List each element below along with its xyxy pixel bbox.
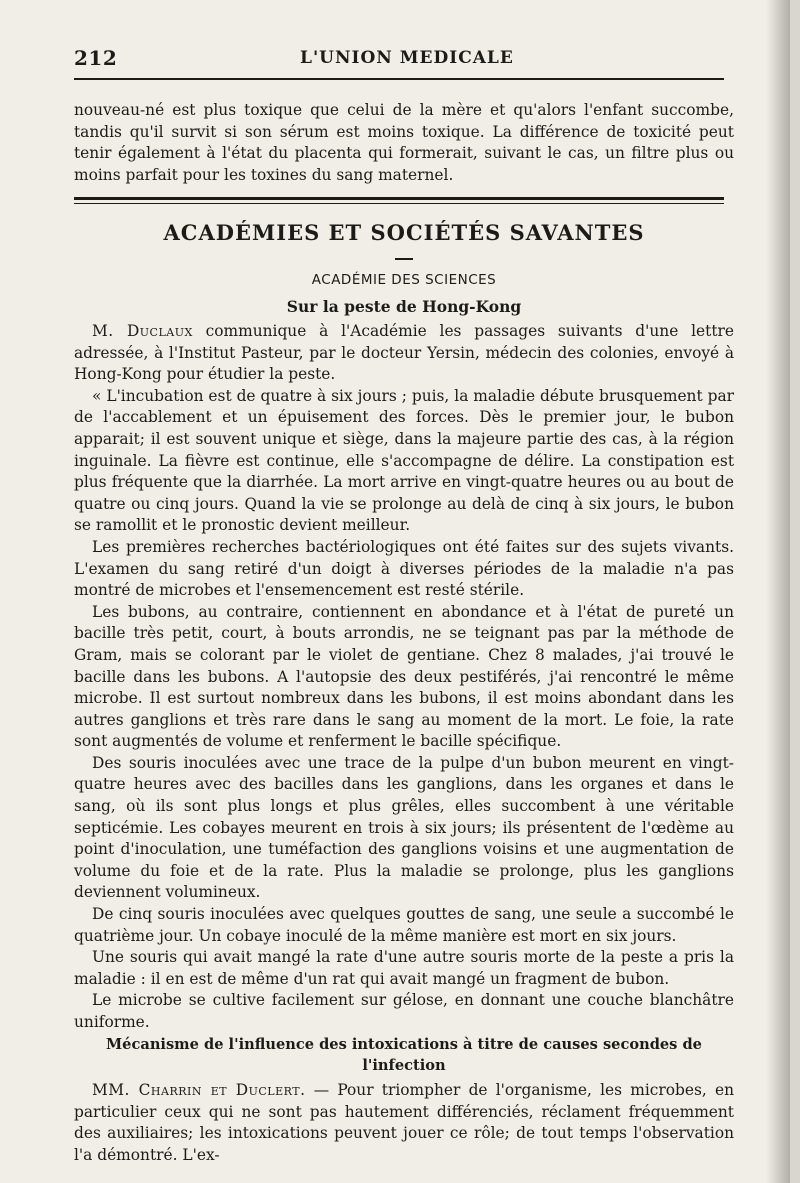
- authors-names: MM. Charrin et Duclert.: [92, 1081, 306, 1099]
- section-title: ACADÉMIES ET SOCIÉTÉS SAVANTES: [163, 220, 645, 245]
- page-edge-shadow: [766, 0, 790, 1183]
- header-rule: [74, 78, 724, 80]
- section-rule-thick: [74, 197, 724, 200]
- article-2-paragraph-1: [74, 1080, 734, 1166]
- article-1-paragraph-7: Une souris qui avait mangé la rate d'une autre souris morte de la peste a pris la maladie : il en est de même d'un rat qui avait mangé un fragment de bubon.: [74, 948, 734, 988]
- running-title: L'UNION MEDICALE: [300, 48, 514, 68]
- paragraph-text: — Pour triompher de l'organisme, les microbes, en particulier ceux qui ne sont pas hautement différenciés, réclament fréquemment des auxiliaires; les intoxications peuvent jouer ce rôle; de tout temps l'observation l'a démontré. L'ex-: [74, 1081, 734, 1164]
- intro-paragraph: [74, 100, 734, 186]
- section-subtitle: ACADÉMIE DES SCIENCES: [311, 272, 497, 288]
- section-rule-thin: [74, 203, 724, 204]
- article-1-paragraph-5: Des souris inoculées avec une trace de la pulpe d'un bubon meurent en vingt-quatre heures avec des bacilles dans les ganglions, dans les organes et dans le sang, où ils sont plus longs et plus grêles, elles succombent à une véritable septicémie. Les cobayes meurent en trois à six jours; ils présentent de l'œdème au point d'inoculation, une tuméfaction des ganglions voisins et une augmentation de volume du foie et de la rate. Plus la maladie se prolonge, plus les ganglions deviennent volumineux.: [74, 753, 734, 902]
- article-1-paragraph-4: Les bubons, au contraire, contiennent en abondance et à l'état de pureté un bacille très petit, court, à bouts arrondis, ne se teignant pas par la méthode de Gram, mais se colorant par le violet de gentiane. Chez 8 malades, j'ai trouvé le bacille dans les bubons. A l'autopsie des deux pestiférés, j'ai rencontré le même microbe. Il est surtout nombreux dans les bubons, il est moins abondant dans les autres ganglions et très rare dans le sang au moment de la mort. Le foie, la rate sont augmentés de volume et renferment le bacille spécifique.: [74, 602, 734, 751]
- article-2-title: Mécanisme de l'influence des intoxications à titre de causes secondes de l'infection: [106, 1036, 702, 1074]
- article-1-paragraph-8: Le microbe se cultive facilement sur gélose, en donnant une couche blanchâtre uniforme.: [74, 991, 734, 1031]
- author-name: M. Duclaux: [92, 322, 193, 340]
- article-2-body: [74, 1080, 734, 1166]
- page-number: 212: [74, 46, 118, 70]
- title-dash: [395, 258, 413, 260]
- article-title: Sur la peste de Hong-Kong: [286, 297, 522, 316]
- article-1-body: [74, 321, 734, 1034]
- paragraph-text: communique à l'Académie les passages suivants d'une lettre adressée, à l'Institut Pasteur, par le docteur Yersin, médecin des colonies, envoyé à Hong-Kong pour étudier la peste.: [74, 322, 734, 384]
- article-1-paragraph-6: De cinq souris inoculées avec quelques gouttes de sang, une seule a succombé le quatrième jour. Un cobaye inoculé de la même manière est mort en six jours.: [74, 905, 734, 945]
- page-header: [74, 46, 730, 72]
- intro-text: nouveau-né est plus toxique que celui de la mère et qu'alors l'enfant succombe, tandis qu'il survit si son sérum est moins toxique. La différence de toxicité peut tenir également à l'état du placenta qui formerait, suivant le cas, un filtre plus ou moins parfait pour les toxines du sang maternel.: [74, 101, 734, 184]
- article-1-paragraph-3: Les premières recherches bactériologiques ont été faites sur des sujets vivants. L'examen du sang retiré d'un doigt à diverses périodes de la maladie n'a pas montré de microbes et l'ensemencement est resté stérile.: [74, 537, 734, 600]
- article-1-paragraph-2: « L'incubation est de quatre à six jours ; puis, la maladie débute brusquement par de l'accablement et un épuisement des forces. Dès le premier jour, le bubon apparait; il est souvent unique et siège, dans la majeure partie des cas, à la région inguinale. La fièvre est continue, elle s'accompagne de délire. La constipation est plus fréquente que la diarrhée. La mort arrive en vingt-quatre heures ou au bout de quatre ou cinq jours. Quand la vie se prolonge au delà de cinq à six jours, le bubon se ramollit et le pronostic devient meilleur.: [74, 386, 734, 535]
- article-1-paragraph-1: [74, 321, 734, 386]
